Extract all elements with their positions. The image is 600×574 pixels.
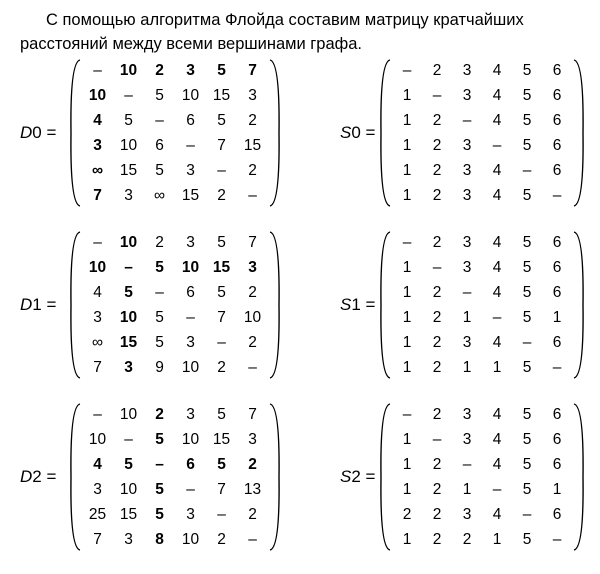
matrix-cell: 3 — [248, 431, 257, 448]
matrix-cell: – — [93, 234, 102, 251]
intro-paragraph — [20, 8, 590, 56]
matrix-cell: 5 — [155, 162, 164, 179]
matrix-cell: 7 — [217, 137, 226, 154]
matrix-label-letter: D — [20, 123, 33, 142]
matrix-cell: 6 — [552, 62, 562, 79]
matrix-cell: 7 — [93, 187, 102, 204]
matrix-grid — [392, 402, 572, 552]
matrix-cell: ∞ — [91, 334, 104, 351]
matrix-cell: 10 — [119, 234, 138, 251]
matrix-label-letter: S — [340, 467, 352, 486]
matrix-cell: 2 — [248, 334, 257, 351]
matrix-cell: 3 — [462, 137, 472, 154]
matrix-cell: – — [155, 112, 164, 129]
left-parenthesis — [378, 402, 392, 552]
matrix-cell: – — [552, 187, 562, 204]
matrix-cell: – — [432, 259, 442, 276]
left-parenthesis — [378, 230, 392, 380]
matrix-cell: 3 — [462, 406, 472, 423]
matrix-cell: 2 — [432, 162, 442, 179]
matrix-cell: 7 — [248, 62, 257, 79]
right-parenthesis — [572, 58, 586, 208]
matrix-block-s2 — [0, 402, 600, 552]
equals-sign: = — [360, 123, 376, 142]
matrix-cell: 3 — [248, 87, 257, 104]
matrix-cell: 10 — [181, 259, 200, 276]
matrix-cell: 15 — [212, 259, 231, 276]
matrix-cell: 5 — [124, 284, 133, 301]
matrix-label-letter: D — [20, 295, 33, 314]
matrix-cell: 2 — [432, 309, 442, 326]
matrix-cell: 8 — [155, 531, 164, 548]
matrix-cell: 3 — [186, 62, 195, 79]
matrix-cell: – — [155, 456, 164, 473]
right-parenthesis — [572, 402, 586, 552]
matrix-cell: 1 — [462, 309, 472, 326]
matrix-cell: 2 — [432, 62, 442, 79]
matrix-label-index: 1 — [351, 295, 361, 314]
matrix-cell: 6 — [552, 162, 562, 179]
matrix-cell: 15 — [243, 137, 262, 154]
matrix-cell: 7 — [217, 309, 226, 326]
matrix-cell: – — [93, 62, 102, 79]
matrix-s2 — [378, 402, 586, 552]
matrix-cell: 4 — [492, 112, 502, 129]
matrix-cell: 6 — [552, 506, 562, 523]
matrix-cell: 10 — [181, 87, 200, 104]
matrix-cell: – — [186, 309, 195, 326]
matrix-cell: 6 — [552, 284, 562, 301]
matrix-cell: 5 — [155, 481, 164, 498]
matrix-cell: 5 — [522, 456, 532, 473]
matrix-cell: – — [462, 284, 472, 301]
matrix-cell: 1 — [552, 481, 562, 498]
matrix-cell: 4 — [492, 62, 502, 79]
matrix-cell: – — [432, 431, 442, 448]
matrix-cell: 3 — [462, 506, 472, 523]
matrix-cell: 4 — [93, 112, 102, 129]
matrix-cell: 2 — [432, 406, 442, 423]
matrix-cell: 15 — [119, 334, 138, 351]
matrix-cell: 10 — [181, 431, 200, 448]
matrix-cell: 3 — [248, 259, 257, 276]
matrix-s0 — [378, 58, 586, 208]
matrix-cell: – — [248, 531, 257, 548]
matrix-cell: 1 — [402, 359, 412, 376]
matrix-grid — [392, 230, 572, 380]
matrix-label-letter: D — [20, 467, 33, 486]
matrix-cell: 5 — [124, 112, 133, 129]
matrix-cell: 2 — [248, 506, 257, 523]
matrix-cell: 5 — [522, 187, 532, 204]
matrix-cell: 1 — [402, 137, 412, 154]
matrix-cell: 2 — [248, 456, 257, 473]
matrix-cell: – — [402, 406, 412, 423]
matrix-cell: 4 — [492, 506, 502, 523]
matrix-cell: 2 — [248, 284, 257, 301]
matrix-cell: 6 — [186, 456, 195, 473]
matrix-cell: – — [124, 87, 133, 104]
matrix-cell: 5 — [217, 234, 226, 251]
matrix-cell: 2 — [217, 359, 226, 376]
matrix-cell: 1 — [402, 187, 412, 204]
matrix-cell: – — [492, 309, 502, 326]
matrix-cell: 10 — [119, 62, 138, 79]
matrix-label-index: 2 — [32, 467, 42, 486]
matrix-cell: 1 — [402, 309, 412, 326]
matrix-cell: 5 — [124, 456, 133, 473]
matrix-cell: – — [462, 456, 472, 473]
matrix-cell: ∞ — [91, 162, 104, 179]
matrix-cell: 5 — [217, 112, 226, 129]
matrix-cell: 2 — [432, 456, 442, 473]
matrix-cell: 1 — [402, 481, 412, 498]
matrix-cell: 10 — [119, 137, 138, 154]
matrix-cell: 3 — [93, 309, 102, 326]
matrix-cell: 2 — [248, 162, 257, 179]
matrix-cell: – — [522, 506, 532, 523]
matrix-cell: – — [552, 531, 562, 548]
matrix-cell: 6 — [552, 137, 562, 154]
matrix-cell: 2 — [217, 531, 226, 548]
matrix-cell: 9 — [155, 359, 164, 376]
matrix-label-index: 2 — [351, 467, 361, 486]
matrix-cell: 5 — [522, 406, 532, 423]
matrix-cell: – — [217, 506, 226, 523]
matrix-cell: 4 — [492, 234, 502, 251]
matrix-cell: 5 — [522, 234, 532, 251]
matrix-cell: 10 — [88, 259, 107, 276]
equals-sign: = — [360, 467, 376, 486]
matrix-cell: 1 — [402, 284, 412, 301]
matrix-cell: 2 — [432, 334, 442, 351]
matrix-cell: 1 — [552, 309, 562, 326]
matrix-cell: 1 — [402, 456, 412, 473]
matrix-cell: 3 — [186, 234, 195, 251]
matrix-cell: – — [402, 62, 412, 79]
matrix-cell: 1 — [402, 431, 412, 448]
matrix-cell: 5 — [155, 334, 164, 351]
matrix-cell: 6 — [552, 112, 562, 129]
matrix-cell: 2 — [432, 531, 442, 548]
matrix-cell: 4 — [492, 334, 502, 351]
matrix-cell: 7 — [248, 234, 257, 251]
matrix-cell: 15 — [212, 87, 231, 104]
matrix-cell: 6 — [552, 406, 562, 423]
matrix-cell: 1 — [402, 531, 412, 548]
matrix-cell: 3 — [186, 506, 195, 523]
matrix-cell: 10 — [243, 309, 262, 326]
matrix-cell: – — [402, 234, 412, 251]
matrix-cell: – — [522, 334, 532, 351]
matrix-cell: 3 — [93, 481, 102, 498]
matrix-s1 — [378, 230, 586, 380]
matrix-cell: – — [248, 359, 257, 376]
matrix-cell: 7 — [217, 481, 226, 498]
matrix-cell: 10 — [88, 431, 107, 448]
matrix-cell: – — [552, 359, 562, 376]
matrix-cell: 1 — [492, 359, 502, 376]
matrix-cell: 5 — [155, 309, 164, 326]
matrix-cell: 2 — [432, 112, 442, 129]
matrix-cell: – — [155, 284, 164, 301]
matrix-cell: 5 — [522, 112, 532, 129]
intro-line-1: С помощью алгоритма Флойда составим матрицу кратчайших — [46, 11, 524, 29]
matrix-grid — [392, 58, 572, 208]
matrix-cell: 2 — [432, 234, 442, 251]
matrix-cell: 3 — [462, 87, 472, 104]
matrix-cell: 10 — [119, 406, 138, 423]
equals-sign: = — [360, 295, 376, 314]
matrix-cell: 13 — [243, 481, 262, 498]
matrix-label — [340, 467, 375, 487]
right-parenthesis — [572, 230, 586, 380]
matrix-cell: 1 — [402, 334, 412, 351]
matrix-cell: 15 — [119, 506, 138, 523]
matrix-cell: 5 — [155, 506, 164, 523]
matrix-cell: 2 — [402, 506, 412, 523]
matrix-cell: 4 — [492, 87, 502, 104]
matrix-cell: 3 — [462, 334, 472, 351]
matrix-cell: – — [186, 137, 195, 154]
matrix-cell: – — [248, 187, 257, 204]
matrix-cell: 5 — [155, 87, 164, 104]
matrix-cell: 4 — [492, 259, 502, 276]
matrix-cell: 6 — [155, 137, 164, 154]
matrix-cell: 2 — [432, 506, 442, 523]
matrix-cell: 3 — [462, 259, 472, 276]
matrix-cell: 6 — [552, 87, 562, 104]
matrix-cell: 5 — [522, 62, 532, 79]
matrix-cell: – — [124, 259, 133, 276]
matrix-label-index: 0 — [351, 123, 361, 142]
matrix-cell: 5 — [217, 406, 226, 423]
matrix-cell: 6 — [186, 284, 195, 301]
matrix-cell: 3 — [462, 162, 472, 179]
matrix-cell: 2 — [155, 234, 164, 251]
matrix-cell: 3 — [462, 62, 472, 79]
matrix-block-s0 — [0, 58, 600, 208]
equals-sign: = — [41, 295, 57, 314]
matrix-cell: 1 — [492, 531, 502, 548]
matrix-cell: 4 — [492, 162, 502, 179]
matrix-cell: 3 — [124, 531, 133, 548]
matrix-cell: 10 — [88, 87, 107, 104]
matrix-cell: 5 — [522, 359, 532, 376]
matrix-cell: – — [432, 87, 442, 104]
matrix-cell: 2 — [155, 62, 164, 79]
matrix-cell: 2 — [432, 187, 442, 204]
matrix-label-letter: S — [340, 295, 352, 314]
matrix-cell: 5 — [217, 62, 226, 79]
matrix-cell: 2 — [432, 359, 442, 376]
matrix-block-s1 — [0, 230, 600, 380]
matrix-cell: 4 — [492, 284, 502, 301]
matrix-cell: 10 — [181, 359, 200, 376]
matrix-cell: 3 — [93, 137, 102, 154]
matrix-label-letter: S — [340, 123, 352, 142]
matrix-cell: 4 — [93, 284, 102, 301]
matrix-cell: 5 — [217, 456, 226, 473]
matrix-cell: – — [186, 481, 195, 498]
matrix-cell: 5 — [522, 309, 532, 326]
matrix-cell: – — [93, 406, 102, 423]
matrix-cell: 3 — [462, 234, 472, 251]
matrix-cell: 2 — [248, 112, 257, 129]
matrix-cell: 5 — [155, 259, 164, 276]
matrix-cell: 1 — [402, 259, 412, 276]
matrix-cell: 25 — [88, 506, 107, 523]
matrix-cell: 1 — [462, 481, 472, 498]
matrix-cell: 4 — [93, 456, 102, 473]
matrix-cell: 4 — [492, 187, 502, 204]
matrix-cell: 2 — [432, 481, 442, 498]
matrix-cell: 15 — [181, 187, 200, 204]
matrix-cell: 3 — [462, 187, 472, 204]
left-parenthesis — [378, 58, 392, 208]
matrix-cell: – — [217, 162, 226, 179]
matrix-cell: 2 — [217, 187, 226, 204]
matrix-cell: 10 — [119, 309, 138, 326]
matrix-cell: 6 — [186, 112, 195, 129]
matrix-cell: 6 — [552, 259, 562, 276]
matrix-cell: 5 — [522, 284, 532, 301]
matrix-cell: – — [522, 162, 532, 179]
matrix-cell: 5 — [522, 531, 532, 548]
matrix-cell: – — [492, 137, 502, 154]
matrix-cell: 5 — [522, 259, 532, 276]
intro-line-2: расстояний между всеми вершинами графа. — [20, 35, 362, 53]
matrix-cell: 6 — [552, 234, 562, 251]
matrix-cell: – — [492, 481, 502, 498]
equals-sign: = — [41, 123, 57, 142]
matrix-cell: 7 — [93, 531, 102, 548]
matrix-label — [340, 295, 375, 315]
matrix-cell: 5 — [522, 481, 532, 498]
matrix-cell: 5 — [522, 137, 532, 154]
matrix-cell: 10 — [181, 531, 200, 548]
matrix-cell: 10 — [119, 481, 138, 498]
matrix-cell: 3 — [462, 431, 472, 448]
matrix-cell: 5 — [522, 87, 532, 104]
matrix-cell: 6 — [552, 334, 562, 351]
matrix-cell: 5 — [522, 431, 532, 448]
matrix-cell: – — [124, 431, 133, 448]
matrix-cell: 7 — [93, 359, 102, 376]
matrix-cell: 2 — [155, 406, 164, 423]
matrix-cell: 3 — [186, 334, 195, 351]
matrix-cell: 1 — [402, 112, 412, 129]
matrix-cell: 4 — [492, 431, 502, 448]
matrix-cell: 3 — [186, 162, 195, 179]
matrix-cell: 2 — [432, 137, 442, 154]
matrix-cell: 1 — [462, 359, 472, 376]
matrix-cell: – — [462, 112, 472, 129]
matrix-cell: 4 — [492, 456, 502, 473]
matrix-cell: – — [217, 334, 226, 351]
matrix-cell: 3 — [124, 359, 133, 376]
matrix-cell: 2 — [462, 531, 472, 548]
matrix-cell: 4 — [492, 406, 502, 423]
matrix-cell: 3 — [186, 406, 195, 423]
matrix-cell: 7 — [248, 406, 257, 423]
matrix-cell: 15 — [119, 162, 138, 179]
matrix-cell: 6 — [552, 456, 562, 473]
matrix-label — [340, 123, 375, 143]
matrix-cell: 15 — [212, 431, 231, 448]
equals-sign: = — [41, 467, 57, 486]
matrix-cell: 2 — [432, 284, 442, 301]
matrix-label-index: 0 — [32, 123, 42, 142]
matrix-cell: 3 — [124, 187, 133, 204]
matrix-cell: 5 — [155, 431, 164, 448]
matrix-cell: 6 — [552, 431, 562, 448]
matrix-label-index: 1 — [32, 295, 42, 314]
matrix-cell: ∞ — [153, 187, 166, 204]
matrix-cell: 1 — [402, 162, 412, 179]
matrix-cell: 1 — [402, 87, 412, 104]
matrix-cell: 5 — [217, 284, 226, 301]
